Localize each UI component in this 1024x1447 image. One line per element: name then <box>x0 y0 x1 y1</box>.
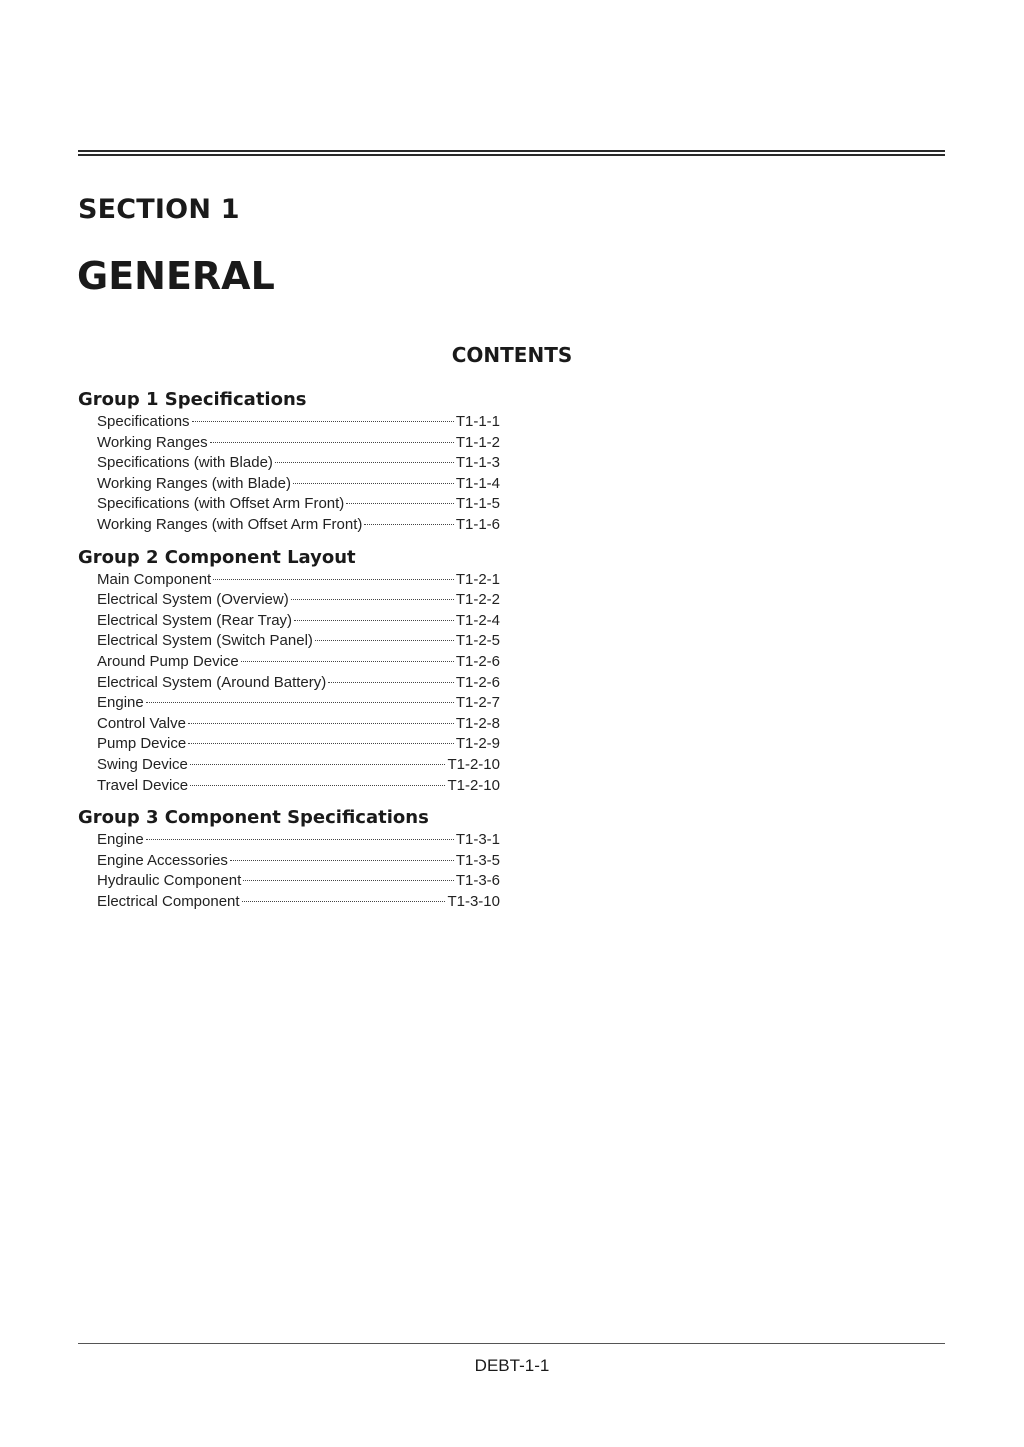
dot-leader <box>146 839 454 840</box>
toc-entry[interactable] <box>97 693 500 714</box>
toc-entry[interactable] <box>97 474 500 495</box>
entry-page: T1-2-4 <box>455 611 500 629</box>
toc-group-1 <box>78 388 500 536</box>
entry-label: Engine <box>97 694 144 712</box>
toc-entry[interactable] <box>97 433 500 454</box>
toc-group-2 <box>78 546 500 797</box>
toc-entry[interactable] <box>97 590 500 611</box>
entry-page: T1-2-6 <box>455 673 500 691</box>
entry-page: T1-2-9 <box>455 735 500 753</box>
entry-label: Engine Accessories <box>97 851 228 869</box>
dot-leader <box>210 442 454 443</box>
header-double-rule <box>78 150 945 156</box>
toc-entry[interactable] <box>97 515 500 536</box>
entry-label: Working Ranges (with Offset Arm Front) <box>97 515 363 533</box>
toc-entry[interactable] <box>97 714 500 735</box>
entry-page: T1-1-5 <box>455 495 500 513</box>
dot-leader <box>192 421 454 422</box>
toc-entry[interactable] <box>97 734 500 755</box>
dot-leader <box>293 483 454 484</box>
page-code: DEBT-1-1 <box>474 1356 550 1375</box>
toc-group-3 <box>78 806 500 912</box>
dot-leader <box>294 620 454 621</box>
dot-leader <box>213 579 454 580</box>
contents-heading: CONTENTS <box>451 343 573 367</box>
toc-entry[interactable] <box>97 611 500 632</box>
entry-page: T1-3-6 <box>455 872 500 890</box>
dot-leader <box>190 785 445 786</box>
entry-label: Around Pump Device <box>97 652 239 670</box>
entry-page: T1-2-10 <box>447 755 500 773</box>
toc-entry[interactable] <box>97 494 500 515</box>
group-title: Group 2 Component Layout <box>78 546 356 568</box>
entry-page: T1-2-5 <box>455 632 500 650</box>
entry-page: T1-3-5 <box>455 851 500 869</box>
toc-entry[interactable] <box>97 673 500 694</box>
entry-label: Control Valve <box>97 714 186 732</box>
entry-label: Main Component <box>97 570 212 588</box>
entry-label: Specifications <box>97 413 190 430</box>
entry-label: Working Ranges <box>97 433 208 451</box>
entry-label: Electrical System (Rear Tray) <box>97 611 293 629</box>
entry-page: T1-2-7 <box>455 694 500 712</box>
entry-page: T1-1-1 <box>455 413 500 430</box>
entry-label: Specifications (with Offset Arm Front) <box>97 495 345 513</box>
entry-label: Electrical System (Around Battery) <box>97 673 327 691</box>
entry-page: T1-1-2 <box>455 433 500 451</box>
dot-leader <box>241 661 454 662</box>
entry-page: T1-2-2 <box>455 591 500 609</box>
entry-page: T1-1-4 <box>455 474 500 492</box>
entry-label: Electrical Component <box>97 892 240 910</box>
dot-leader <box>190 764 446 765</box>
dot-leader <box>146 702 454 703</box>
entry-label: Specifications (with Blade) <box>97 454 273 472</box>
dot-leader <box>346 503 454 504</box>
toc-entry[interactable] <box>97 453 500 474</box>
toc-entry[interactable] <box>97 652 500 673</box>
entry-page: T1-3-1 <box>455 831 500 849</box>
dot-leader <box>364 524 453 525</box>
dot-leader <box>242 901 446 902</box>
entry-label: Pump Device <box>97 735 187 753</box>
entry-page: T1-2-6 <box>455 652 500 670</box>
dot-leader <box>243 880 454 881</box>
entry-label: Travel Device <box>97 776 189 794</box>
entry-label: Swing Device <box>97 755 188 773</box>
section-title: GENERAL <box>77 254 275 298</box>
entry-page: T1-1-3 <box>455 454 500 472</box>
entry-page: T1-2-1 <box>455 570 500 588</box>
dot-leader <box>188 743 454 744</box>
toc-entry[interactable] <box>97 851 500 872</box>
dot-leader <box>188 723 454 724</box>
entry-label: Electrical System (Overview) <box>97 591 289 609</box>
toc-entry[interactable] <box>97 830 500 851</box>
section-number: SECTION 1 <box>78 194 240 225</box>
entry-page: T1-2-8 <box>455 714 500 732</box>
dot-leader <box>315 640 454 641</box>
dot-leader <box>230 860 454 861</box>
toc-entry[interactable] <box>97 871 500 892</box>
toc-entry[interactable] <box>97 631 500 652</box>
dot-leader <box>275 462 454 463</box>
toc-entry[interactable] <box>97 776 500 797</box>
toc-entry[interactable] <box>97 892 500 913</box>
toc-entry[interactable] <box>97 755 500 776</box>
toc-entry[interactable] <box>97 412 500 433</box>
dot-leader <box>328 682 454 683</box>
entry-page: T1-1-6 <box>455 515 500 533</box>
dot-leader <box>291 599 454 600</box>
table-of-contents <box>78 388 500 922</box>
entry-label: Hydraulic Component <box>97 872 242 890</box>
group-title: Group 1 Specifications <box>78 389 307 410</box>
entry-page: T1-2-10 <box>447 776 500 794</box>
entry-label: Electrical System (Switch Panel) <box>97 632 313 650</box>
footer-rule <box>78 1343 945 1344</box>
toc-entry[interactable] <box>97 570 500 591</box>
entry-label: Engine <box>97 831 144 849</box>
entry-page: T1-3-10 <box>447 892 500 910</box>
entry-label: Working Ranges (with Blade) <box>97 474 291 492</box>
group-title: Group 3 Component Specifications <box>78 807 429 829</box>
